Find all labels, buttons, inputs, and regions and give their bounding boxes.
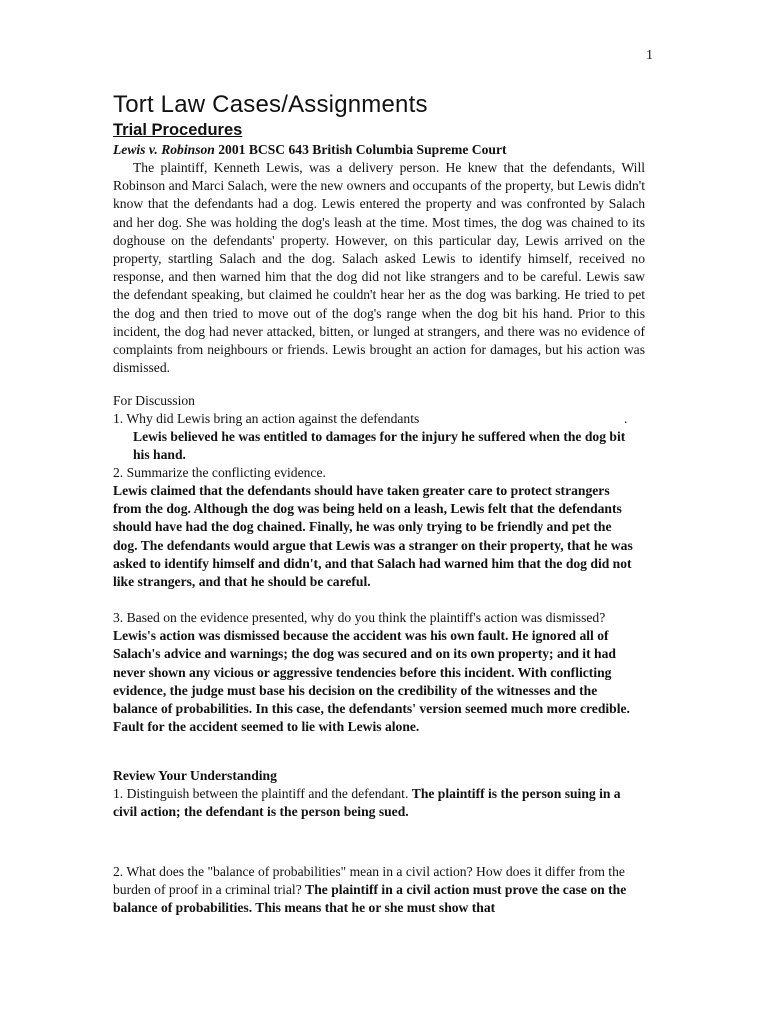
discussion-question-3: 3. Based on the evidence presented, why do you think the plaintiff's action was dismissed? [113, 610, 606, 625]
case-name: Lewis v. Robinson [113, 142, 215, 157]
review-qa-1 [113, 785, 643, 821]
review-question-2: 2. What does the "balance of probabilities" mean in a civil action? How does it differ from the burden of proof in a criminal trial? [113, 864, 625, 898]
discussion-question-2: 2. Summarize the conflicting evidence. [113, 465, 326, 480]
review-qa-2 [113, 863, 643, 918]
case-citation: 2001 BCSC 643 British Columbia Supreme Court [218, 142, 507, 157]
review-question-1: 1. Distinguish between the plaintiff and the defendant. [113, 786, 409, 801]
section-subtitle: Trial Procedures [113, 121, 243, 139]
discussion-heading: For Discussion [113, 393, 195, 408]
discussion-question-1-text: 1. Why did Lewis bring an action against the defendants [113, 411, 420, 426]
review-answer-2: The plaintiff in a civil action must prove the case on the balance of probabilities. This means that he or she must show that [113, 882, 627, 916]
discussion-qa-3 [113, 609, 643, 736]
case-facts-paragraph: The plaintiff, Kenneth Lewis, was a delivery person. He knew that the defendants, Will Robinson and Marci Salach, were the new owners and occupants of the property, but Lewis didn't know that the defendants had a dog. Lewis entered the property and was confronted by Salach and her dog. She was holding the dog's leash at the time. Most times, the dog was chained to its doghouse on the defendants' property. However, on this particular day, Lewis arrived on the property, startling Salach and the dog. Salach asked Lewis to identify himself, received no response, and then warned him that the dog did not like strangers and to be careful. Lewis saw the defendant speaking, but claimed he couldn't hear her as the dog was barking. He tried to pet the dog and then tried to move out of the dog's range when the dog bit his hand. Prior to this incident, the dog had never attacked, bitten, or lunged at strangers, and there was no evidence of complaints from neighbours or friends. Lewis brought an action for damages, but his action was dismissed. [113, 160, 645, 376]
page-number: 1 [646, 48, 653, 63]
discussion-answer-1: Lewis believed he was entitled to damages for the injury he suffered when the dog bit his hand. [133, 429, 626, 463]
discussion-answer-3: Lewis's action was dismissed because the accident was his own fault. He ignored all of Salach's advice and warnings; the dog was secured and on its own property; and it had never shown any vicious or aggressive tendencies before this incident. With conflicting evidence, the judge must base his decision on the credibility of the witnesses and the balance of probabilities. In this case, the defendants' version seemed much more credible. Fault for the accident seemed to lie with Lewis alone. [113, 628, 630, 735]
discussion-question-1-trail: . [624, 411, 628, 426]
review-answer-1: The plaintiff is the person suing in a civil action; the defendant is the person being sued. [113, 786, 621, 820]
page-title: Tort Law Cases/Assignments [113, 91, 428, 118]
discussion-question-1 [113, 410, 645, 428]
discussion-answer-2: Lewis claimed that the defendants should have taken greater care to protect strangers from the dog. Although the dog was being held on a leash, Lewis felt that the defendants should have had the dog chained. Finally, he was only trying to be friendly and pet the dog. The defendants would argue that Lewis was a stranger on their property, that he was asked to identify himself and didn't, and that Salach had warned him that the dog did not like strangers, and that he should be careful. [113, 483, 633, 590]
case-heading [113, 141, 645, 159]
review-heading: Review Your Understanding [113, 768, 277, 783]
